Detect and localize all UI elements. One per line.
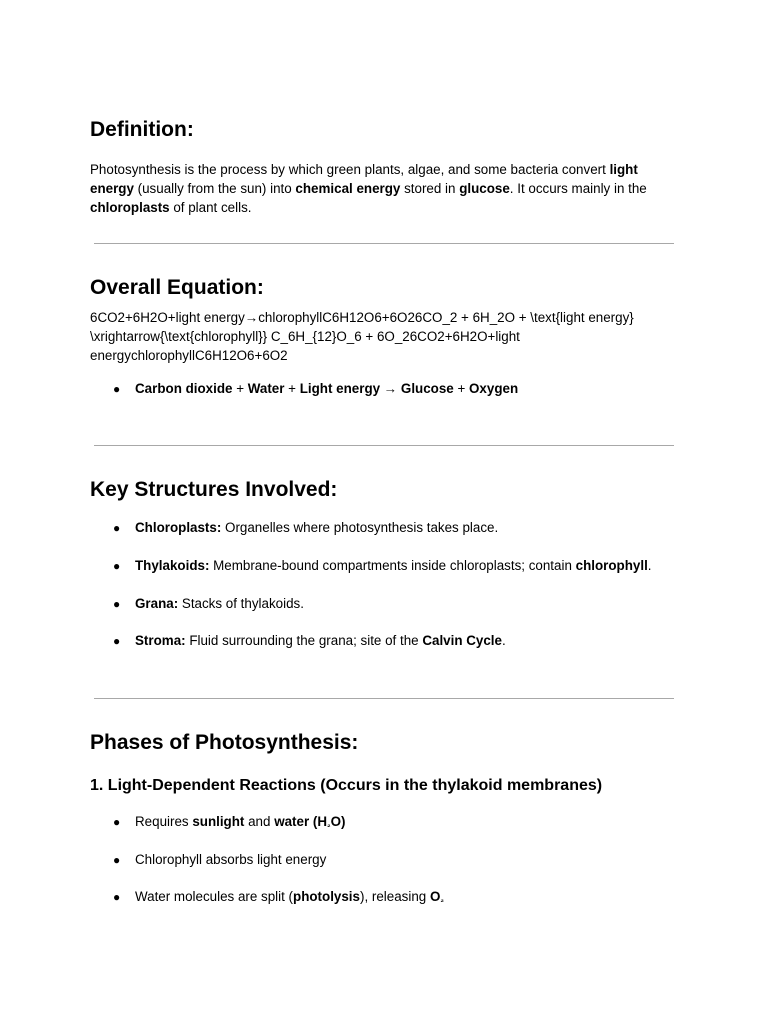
- phase-subscript: ₂: [440, 895, 444, 904]
- phases-heading: Phases of Photosynthesis:: [90, 731, 359, 754]
- equation-text: [90, 308, 675, 365]
- definition-paragraph: [90, 160, 675, 217]
- structure-term: Chloroplasts:: [135, 520, 222, 535]
- equation-line-1: 6CO2+6H2O+light energy→chlorophyllC6H12O6+6O26CO_2 + 6H_2O + \text{light energy}: [90, 310, 634, 325]
- definition-bold-4: chloroplasts: [90, 200, 170, 215]
- summary-term-2: Water: [247, 381, 285, 396]
- structure-term: Thylakoids:: [135, 558, 210, 573]
- equation-heading: Overall Equation:: [90, 276, 264, 299]
- definition-text-2: (usually from the sun) into: [133, 181, 296, 196]
- summary-term-3: Light energy → Glucose: [299, 381, 454, 396]
- phase-bold-b: O: [429, 889, 441, 904]
- definition-text-1: Photosynthesis is the process by which green plants, algae, and some bacteria convert: [90, 162, 610, 177]
- structure-tail: .: [647, 558, 652, 573]
- bullet-icon: ●: [113, 890, 121, 904]
- phase-bold-b: water (H: [274, 814, 328, 829]
- summary-plus-2: +: [284, 381, 300, 396]
- equation-line-3: energychlorophyllC6H12O6+6O2: [90, 348, 288, 363]
- definition-text-4: . It occurs mainly in the: [509, 181, 647, 196]
- phase-text-pre: Requires: [135, 814, 193, 829]
- list-item-text: [135, 595, 304, 613]
- phase-text-mid: ), releasing: [359, 889, 430, 904]
- structure-desc: Fluid surrounding the grana; site of the: [185, 633, 423, 648]
- structure-tail-bold: Calvin Cycle: [422, 633, 502, 648]
- bullet-icon: ●: [113, 815, 121, 829]
- phase-bold-a: photolysis: [293, 889, 360, 904]
- bullet-icon: ●: [113, 597, 121, 611]
- summary-plus-1: +: [232, 381, 248, 396]
- phase-text-mid: and: [244, 814, 275, 829]
- section-divider-1: [94, 243, 674, 244]
- section-divider-2: [94, 445, 674, 446]
- definition-bold-2: chemical energy: [295, 181, 401, 196]
- list-item-text: [135, 519, 498, 537]
- list-item-text: [135, 557, 652, 575]
- summary-term-1: Carbon dioxide: [135, 381, 233, 396]
- definition-heading: Definition:: [90, 118, 194, 141]
- phase-subscript: ₂: [327, 820, 331, 829]
- bullet-icon: ●: [113, 559, 121, 573]
- summary-term-4: Oxygen: [469, 381, 519, 396]
- list-item-text: [135, 632, 506, 650]
- phase-text-pre: Water molecules are split (: [135, 889, 294, 904]
- bullet-icon: ●: [113, 634, 121, 648]
- definition-bold-3: glucose: [459, 181, 510, 196]
- list-item-text: [135, 813, 345, 834]
- definition-bold-1: light energy: [90, 162, 638, 196]
- equation-summary-text: [135, 380, 518, 398]
- structure-desc: Stacks of thylakoids.: [178, 596, 304, 611]
- list-item-text: Chlorophyll absorbs light energy: [135, 852, 327, 867]
- phase-bold-a: sunlight: [192, 814, 245, 829]
- bullet-icon: ●: [113, 382, 121, 396]
- list-item-text: [135, 888, 444, 909]
- bullet-icon: ●: [113, 853, 121, 867]
- phase-bold-c: O): [330, 814, 346, 829]
- structure-tail-bold: chlorophyll: [575, 558, 648, 573]
- equation-line-2: \xrightarrow{\text{chlorophyll}} C_6H_{12}O_6 + 6O_26CO2+6H2O+light: [90, 329, 520, 344]
- phases-subheading: 1. Light-Dependent Reactions (Occurs in the thylakoid membranes): [90, 777, 603, 794]
- structure-term: Stroma:: [135, 633, 186, 648]
- section-divider-3: [94, 698, 674, 699]
- definition-text-5: of plant cells.: [169, 200, 252, 215]
- bullet-icon: ●: [113, 521, 121, 535]
- definition-text-3: stored in: [400, 181, 460, 196]
- summary-plus-3: +: [453, 381, 470, 396]
- structure-desc: Membrane-bound compartments inside chloroplasts; contain: [209, 558, 576, 573]
- structure-tail: .: [501, 633, 506, 648]
- structure-desc: Organelles where photosynthesis takes place.: [221, 520, 499, 535]
- structure-term: Grana:: [135, 596, 179, 611]
- structures-heading: Key Structures Involved:: [90, 478, 338, 501]
